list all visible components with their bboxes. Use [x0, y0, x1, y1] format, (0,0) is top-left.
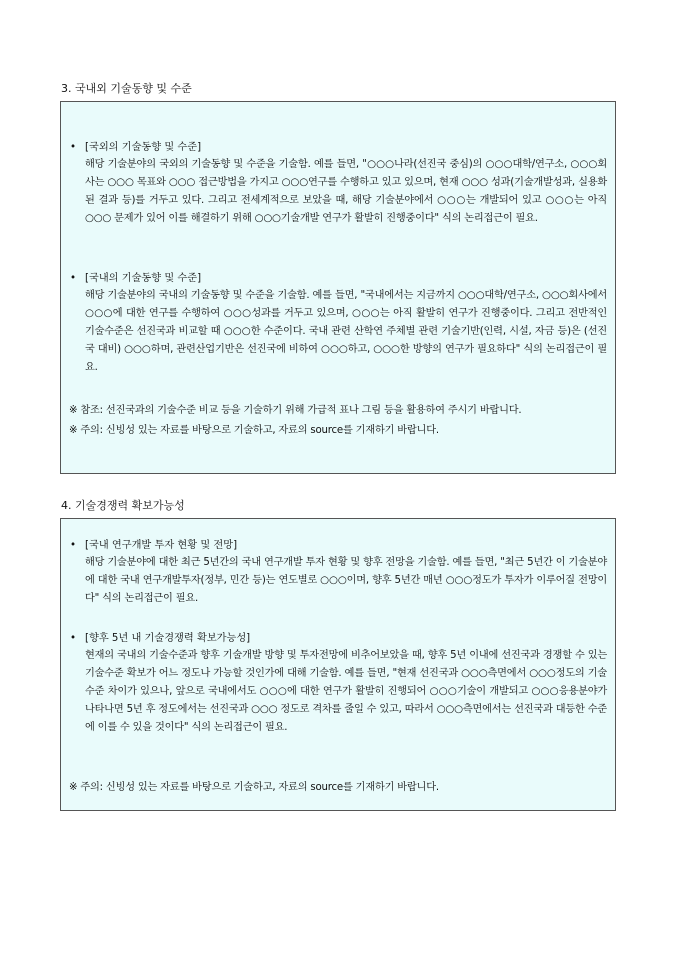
bullet-title-text: [국외의 기술동향 및 수준]: [85, 142, 202, 153]
note-caution: ※ 주의: 신빙성 있는 자료를 바탕으로 기술하고, 자료의 source를 기재하기 바랍니다.: [69, 425, 439, 436]
bullet-dot: •: [70, 142, 77, 153]
bullet-title-text: [국내의 기술동향 및 수준]: [85, 273, 202, 284]
bullet-title: [70, 270, 607, 287]
section-3-heading: 3. 국내외 기술동향 및 수준: [61, 82, 192, 95]
bullet-title: [70, 537, 607, 554]
bullet-title-text: [국내 연구개발 투자 현황 및 전망]: [85, 540, 238, 551]
bullet-title: [70, 139, 607, 156]
bullet-dot: •: [70, 633, 77, 644]
note-reference: ※ 참조: 선진국과의 기술수준 비교 등을 기술하기 위해 가급적 표나 그림 등을 활용하여 주시기 바랍니다.: [69, 405, 522, 416]
bullet-body: 현재의 국내의 기술수준과 향후 기술개발 방향 및 투자전망에 비추어보았을 때, 향후 5년 이내에 선진국과 경쟁할 수 있는 기술수준 확보가 어느 정도나 가능할 것인가에 대해 기술함. 예를 들면, "현재 선진국과 ○○○측면에서 ○○○정도의 기술수준 차이가 있으나, 앞으로 국내에서도 ○○○에 대한 연구가 활발히 진행되어 ○○○기술이 개발되고 ○○○응용분야가 나타나면 5년 후 정도에서는 선진국과 ○○○ 정도로 격차를 줄일 수 있고, 따라서 ○○○측면에서는 선진국과 대등한 수준에 이를 수 있을 것이다" 식의 논리접근이 필요.: [85, 650, 607, 733]
bullet-domestic-trends: [70, 270, 607, 377]
section-4-heading: 4. 기술경쟁력 확보가능성: [61, 499, 185, 512]
bullet-title-text: [향후 5년 내 기술경쟁력 확보가능성]: [85, 633, 251, 644]
bullet-body: 해당 기술분야의 국내의 기술동향 및 수준을 기술함. 예를 들면, "국내에서는 지금까지 ○○○대학/연구소, ○○○회사에서 ○○○에 대한 연구를 수행하여 ○○○성과를 거두고 있으며, ○○○는 아직 활발히 연구가 진행중이다. 그리고 전반적인 기술수준은 선진국과 비교할 때 ○○○한 수준이다. 국내 관련 산학연 주체별 관련 기술기반(인력, 시설, 자금 등)은 (선진국 대비) ○○○하며, 관련산업기반은 선진국에 비하여 ○○○하고, ○○○한 방향의 연구가 필요하다" 식의 논리접근이 필요.: [85, 290, 607, 373]
bullet-foreign-trends: [70, 139, 607, 228]
bullet-body: 해당 기술분야에 대한 최근 5년간의 국내 연구개발 투자 현황 및 향후 전망을 기술함. 예를 들면, "최근 5년간 이 기술분야에 대한 국내 연구개발투자(정부, 민간 등)는 연도별로 ○○○이며, 향후 5년간 매년 ○○○정도가 투자가 이루어질 전망이다" 식의 논리접근이 필요.: [85, 557, 607, 604]
bullet-body: 해당 기술분야의 국외의 기술동향 및 수준을 기술함. 예를 들면, "○○○나라(선진국 중심)의 ○○○대학/연구소, ○○○회사는 ○○○ 목표와 ○○○ 접근방법을 가지고 ○○○연구를 수행하고 있고 있으며, 현재 ○○○ 성과(기술개발성과, 실용화된 결과 등)를 거두고 있다. 그리고 전세계적으로 보았을 때, 해당 기술분야에서 ○○○는 개발되어 있고 ○○○는 아직 ○○○ 문제가 있어 이를 해결하기 위해 ○○○기술개발 연구가 활발히 진행중이다" 식의 논리접근이 필요.: [85, 159, 607, 224]
bullet-dot: •: [70, 540, 77, 551]
bullet-competitiveness: [70, 630, 607, 737]
bullet-dot: •: [70, 273, 77, 284]
bullet-title: [70, 630, 607, 647]
section-4-box: [60, 518, 616, 811]
bullet-rd-investment: [70, 537, 607, 608]
note-caution: ※ 주의: 신빙성 있는 자료를 바탕으로 기술하고, 자료의 source를 기재하기 바랍니다.: [69, 782, 439, 793]
section-3-box: [60, 101, 616, 474]
